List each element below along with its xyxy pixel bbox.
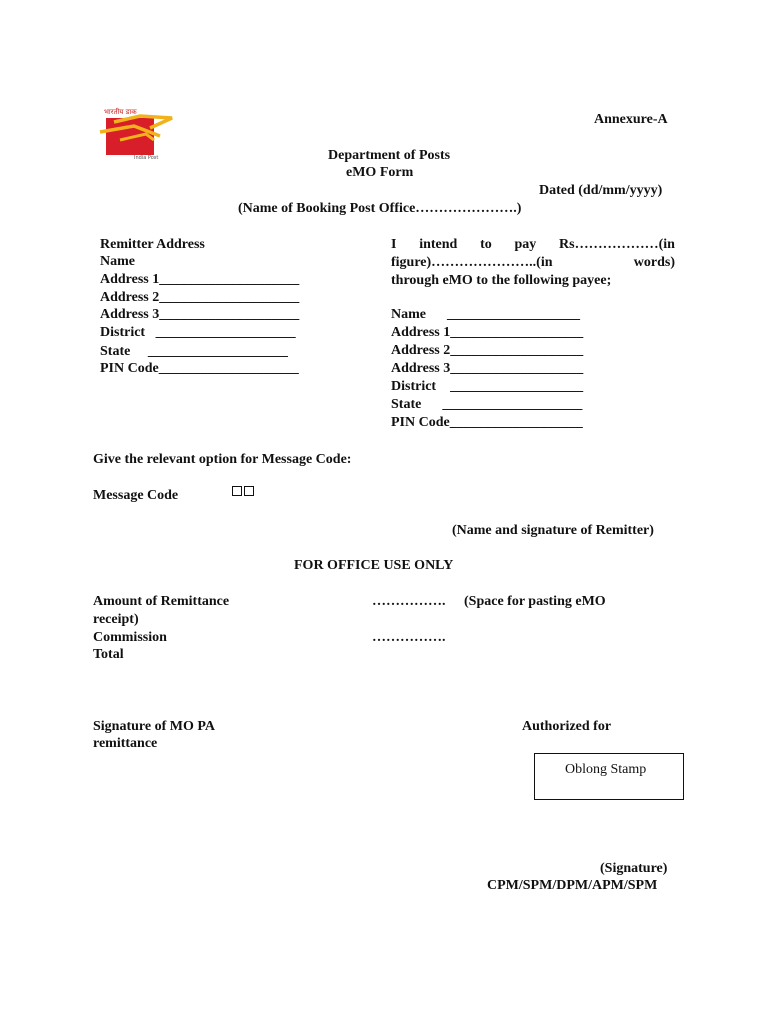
- form-title: eMO Form: [346, 165, 414, 180]
- payee-field-district[interactable]: District ___________________: [391, 379, 584, 394]
- remitter-heading: Remitter Address: [100, 237, 205, 252]
- payee-field-state[interactable]: State ____________________: [391, 397, 583, 412]
- commission-dots[interactable]: …………….: [372, 630, 446, 645]
- remitter-field-state[interactable]: State ____________________: [100, 344, 288, 359]
- remitter-field-district[interactable]: District ____________________: [100, 325, 296, 340]
- remitter-field-address2[interactable]: Address 2____________________: [100, 290, 300, 305]
- amount-dots[interactable]: …………….: [372, 594, 446, 609]
- payment-word: to: [480, 237, 492, 252]
- remitter-field-name[interactable]: Name: [100, 254, 135, 269]
- logo-swoosh-icon: [94, 114, 180, 156]
- payment-amount-figure[interactable]: Rs………………(in: [559, 237, 675, 252]
- payee-field-address3[interactable]: Address 3___________________: [391, 361, 584, 376]
- payment-line-2: [391, 254, 675, 272]
- payee-field-name[interactable]: Name ___________________: [391, 307, 580, 322]
- office-use-heading: FOR OFFICE USE ONLY: [294, 558, 454, 573]
- payment-word: I: [391, 237, 397, 252]
- total-label: Total: [93, 647, 124, 662]
- payment-line-3: through eMO to the following payee;: [391, 273, 612, 288]
- mo-pa-signature-label: Signature of MO PA: [93, 719, 215, 734]
- dated-label: Dated (dd/mm/yyyy): [539, 183, 663, 198]
- mo-pa-signature-label-cont: remittance: [93, 736, 158, 751]
- message-code-instruction: Give the relevant option for Message Code:: [93, 452, 352, 467]
- message-code-box-2[interactable]: [244, 486, 254, 496]
- payment-statement: [391, 236, 675, 290]
- payee-field-address1[interactable]: Address 1___________________: [391, 325, 584, 340]
- payment-word: words): [633, 255, 675, 270]
- commission-label: Commission: [93, 630, 167, 645]
- department-title: Department of Posts: [328, 148, 451, 163]
- message-code-boxes: [232, 486, 254, 496]
- authorized-label: Authorized for: [522, 719, 612, 734]
- signature-label: (Signature): [600, 861, 668, 876]
- receipt-note-cont: receipt): [93, 612, 139, 627]
- payment-word: intend: [419, 237, 458, 252]
- remitter-field-address1[interactable]: Address 1____________________: [100, 272, 300, 287]
- amount-label: Amount of Remittance: [93, 594, 230, 609]
- remitter-field-pin[interactable]: PIN Code____________________: [100, 361, 299, 376]
- officers-label: CPM/SPM/DPM/APM/SPM: [487, 878, 658, 893]
- booking-office-label: (Name of Booking Post Office………………….): [238, 201, 522, 216]
- payment-amount-words[interactable]: figure)…………………..(in: [391, 255, 553, 270]
- payee-field-pin[interactable]: PIN Code___________________: [391, 415, 583, 430]
- remitter-signature-label: (Name and signature of Remitter): [452, 523, 654, 538]
- logo-subtitle: India Post: [134, 155, 159, 161]
- logo-hindi-text: भारतीय डाक: [104, 108, 137, 116]
- payee-field-address2[interactable]: Address 2___________________: [391, 343, 584, 358]
- remitter-field-address3[interactable]: Address 3____________________: [100, 307, 300, 322]
- receipt-note: (Space for pasting eMO: [464, 594, 606, 609]
- oblong-stamp-label: Oblong Stamp: [565, 762, 647, 777]
- payment-word: pay: [514, 237, 537, 252]
- oblong-stamp-box: [534, 753, 684, 800]
- india-post-logo: [94, 104, 180, 162]
- message-code-label: Message Code: [93, 488, 179, 503]
- payment-line-1: [391, 236, 675, 254]
- message-code-box-1[interactable]: [232, 486, 242, 496]
- annexure-label: Annexure-A: [594, 112, 668, 127]
